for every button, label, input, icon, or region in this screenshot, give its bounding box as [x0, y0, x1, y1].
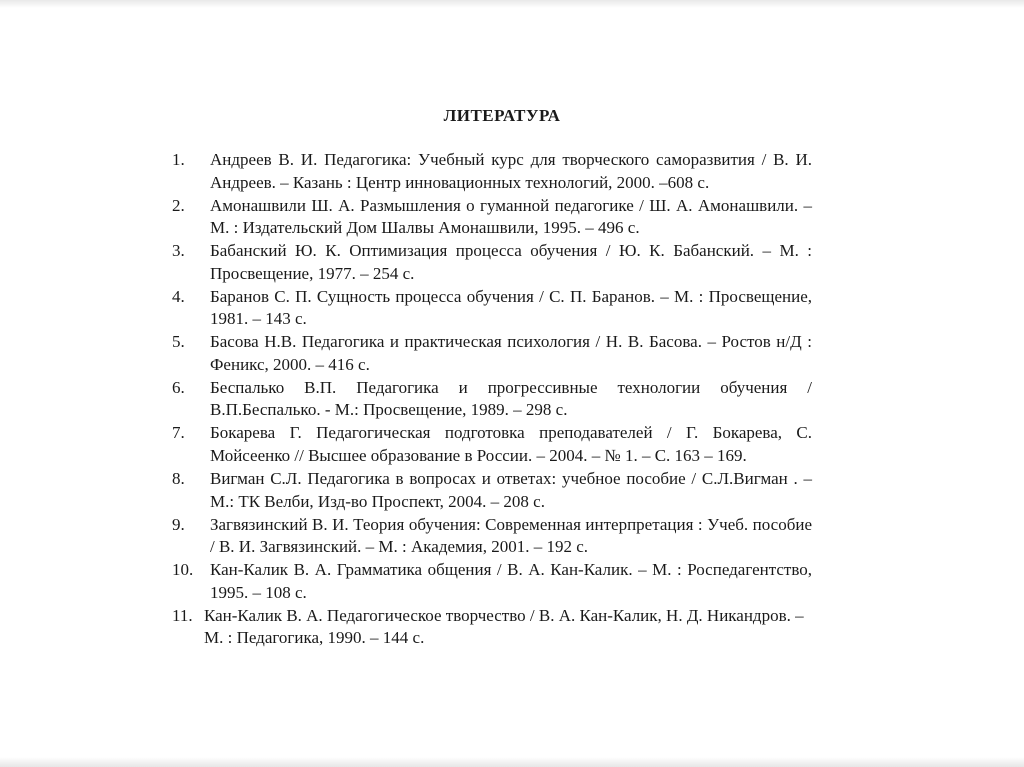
reference-item	[172, 195, 812, 240]
reference-number: 8.	[172, 469, 185, 489]
reference-number: 2.	[172, 195, 185, 215]
reference-text: Беспалько В.П. Педагогика и прогрессивные технологии обучения / В.П.Беспалько. - М.: Просвещение, 1989. – 298 с.	[210, 377, 812, 420]
reference-list	[172, 149, 812, 650]
reference-text: Баранов С. П. Сущность процесса обучения / С. П. Баранов. – М. : Просвещение, 1981. – 143 с.	[210, 286, 812, 329]
reference-text: Бокарева Г. Педагогическая подготовка преподавателей / Г. Бокарева, С. Мойсеенко // Высшее образование в России. – 2004. – № 1. – С. 163 – 169.	[210, 423, 812, 466]
reference-text: Басова Н.В. Педагогика и практическая психология / Н. В. Басова. – Ростов н/Д : Феникс, 2000. – 416 с.	[210, 332, 812, 374]
reference-number: 9.	[172, 514, 185, 534]
reference-number: 4.	[172, 286, 185, 306]
reference-text: Андреев В. И. Педагогика: Учебный курс для творческого саморазвития / В. И. Андреев. – Казань : Центр инновационных технологий, 2000. –608 с.	[210, 150, 812, 192]
reference-item	[172, 514, 812, 559]
reference-text: Амонашвили Ш. А. Размышления о гуманной педагогике / Ш. А. Амонашвили. – М. : Издательский Дом Шалвы Амонашвили, 1995. – 496 с.	[210, 195, 812, 238]
reference-text: Бабанский Ю. К. Оптимизация процесса обучения / Ю. К. Бабанский. – М. : Просвещение, 1977. – 254 с.	[210, 241, 812, 283]
reference-item	[172, 468, 812, 513]
page-title: ЛИТЕРАТУРА	[443, 106, 561, 125]
slide-bottom-shadow	[0, 757, 1024, 767]
reference-number: 1.	[172, 150, 185, 169]
reference-item	[172, 331, 812, 376]
reference-number: 11.	[172, 605, 193, 625]
reference-item	[172, 286, 812, 331]
reference-text: Вигман С.Л. Педагогика в вопросах и ответах: учебное пособие / С.Л.Вигман . – М.: ТК Велби, Изд-во Проспект, 2004. – 208 с.	[210, 469, 812, 511]
reference-text: Кан-Калик В. А. Педагогическое творчество / В. А. Кан-Калик, Н. Д. Никандров. – М. : Педагогика, 1990. – 144 с.	[204, 605, 804, 648]
reference-number: 10.	[172, 560, 194, 580]
reference-text: Загвязинский В. И. Теория обучения: Современная интерпретация : Учеб. пособие / В. И. Загвязинский. – М. : Академия, 2001. – 192 с.	[210, 514, 812, 557]
reference-item	[172, 377, 812, 422]
reference-text: Кан-Калик В. А. Грамматика общения / В. А. Кан-Калик. – М. : Роспедагентство, 1995. – 108 с.	[210, 560, 812, 602]
reference-number: 3.	[172, 241, 185, 261]
reference-number: 5.	[172, 332, 185, 352]
reference-item	[172, 559, 812, 604]
reference-item	[172, 240, 812, 285]
reference-item	[172, 605, 812, 650]
reference-item	[172, 422, 812, 467]
reference-number: 7.	[172, 423, 185, 443]
reference-item	[172, 149, 812, 194]
reference-number: 6.	[172, 377, 185, 397]
